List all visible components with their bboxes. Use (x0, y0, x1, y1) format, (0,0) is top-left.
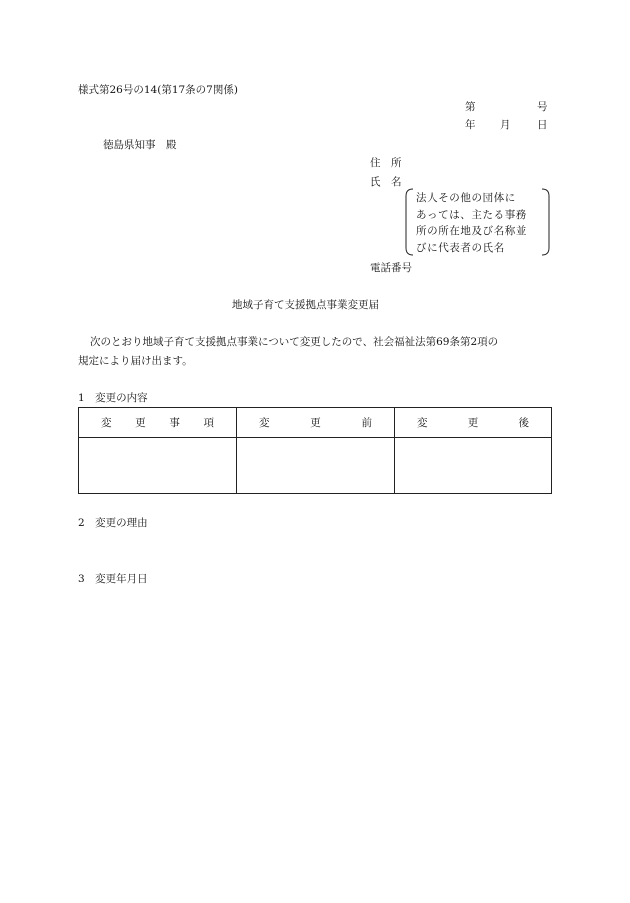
phone-label: 電話番号 (370, 262, 412, 274)
header-char: 事 (169, 417, 180, 429)
table-row (79, 438, 552, 494)
name-label: 氏 名 (370, 176, 402, 188)
cell-after[interactable] (395, 438, 552, 494)
number-dai: 第 (465, 101, 476, 113)
header-char: 項 (203, 417, 214, 429)
date-year: 年 (465, 119, 476, 131)
note-line: 所の所在地及び名称並 (416, 225, 527, 237)
header-char: 変 (417, 417, 428, 429)
changes-table (78, 407, 552, 494)
note-line: びに代表者の氏名 (416, 241, 505, 254)
corporation-note (404, 188, 551, 256)
header-char: 更 (135, 417, 146, 429)
form-number: 様式第26号の14(第17条の7関係) (78, 84, 238, 96)
note-lines (416, 190, 527, 256)
section3-heading: 3 変更年月日 (78, 573, 148, 585)
note-line: 法人その他の団体に (416, 192, 516, 204)
body-line: 次のとおり地域子育て支援拠点事業について変更したので、社会福祉法第69条第2項の (90, 336, 499, 348)
section1-heading: 1 変更の内容 (78, 392, 148, 404)
cell-change-item[interactable] (79, 438, 237, 494)
document-title: 地域子育て支援拠点事業変更届 (232, 299, 379, 311)
body-line: 規定により届け出ます。 (78, 355, 193, 367)
header-char: 変 (259, 417, 270, 429)
number-go: 号 (537, 101, 548, 113)
date-day: 日 (537, 119, 548, 131)
address-label: 住 所 (370, 157, 402, 169)
header-char: 更 (467, 417, 479, 429)
header-char: 変 (101, 417, 112, 429)
right-bracket (542, 189, 549, 255)
header-after (395, 408, 552, 438)
addressee: 徳島県知事 殿 (103, 139, 177, 151)
header-char: 更 (310, 417, 321, 429)
header-change-item (79, 408, 237, 438)
section2-heading: 2 変更の理由 (78, 517, 148, 529)
header-before (237, 408, 395, 438)
left-bracket (406, 189, 413, 255)
header-char: 後 (518, 417, 529, 429)
cell-before[interactable] (237, 438, 395, 494)
date-month: 月 (500, 119, 511, 131)
header-char: 前 (361, 417, 372, 429)
note-line: あっては、主たる事務 (416, 208, 527, 221)
table-header-row (79, 408, 552, 438)
